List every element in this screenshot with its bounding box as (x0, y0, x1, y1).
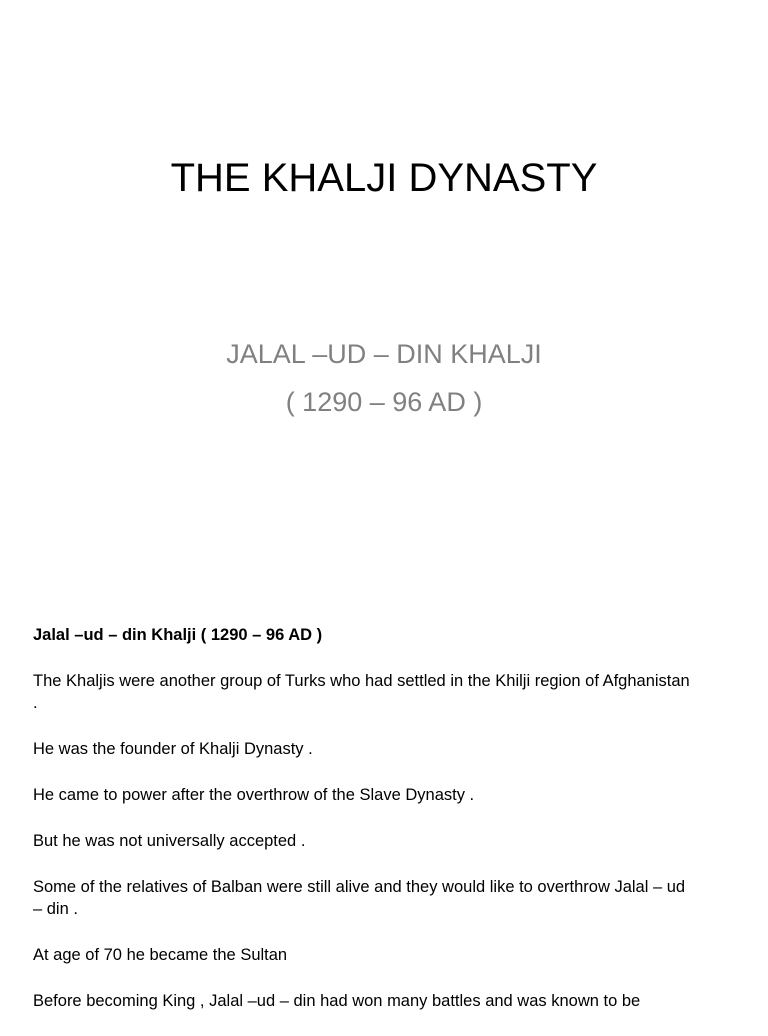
slide-subtitle (0, 330, 768, 426)
paragraph: But he was not universally accepted . (33, 832, 306, 850)
paragraph: He was the founder of Khalji Dynasty . (33, 740, 313, 758)
content-slide (0, 576, 768, 1024)
paragraph: The Khaljis were another group of Turks who had settled in the Khilji region of Afghanistan . (33, 672, 690, 712)
subtitle-line-years: ( 1290 – 96 AD ) (285, 387, 483, 417)
paragraph: Before becoming King , Jalal –ud – din had won many battles and was known to be (33, 992, 641, 1010)
content-heading: Jalal –ud – din Khalji ( 1290 – 96 AD ) (33, 626, 323, 644)
paragraph: At age of 70 he became the Sultan (33, 946, 288, 964)
content-body (33, 624, 693, 1036)
subtitle-line-name: JALAL –UD – DIN KHALJI (226, 339, 542, 369)
paragraph: He came to power after the overthrow of the Slave Dynasty . (33, 786, 475, 804)
paragraph: Some of the relatives of Balban were still alive and they would like to overthrow Jalal – ud – din . (33, 878, 686, 918)
slide-title: THE KHALJI DYNASTY (170, 156, 598, 200)
